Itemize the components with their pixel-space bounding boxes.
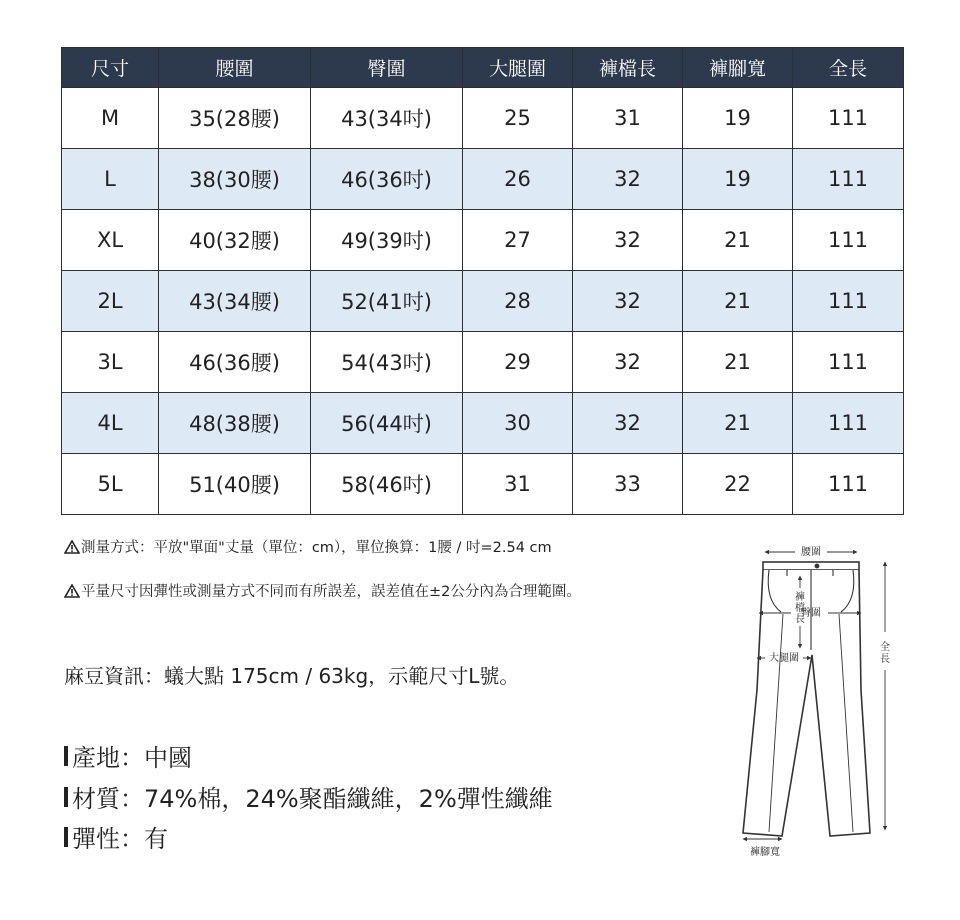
table-cell: 51(40腰): [159, 454, 311, 515]
table-cell: 28: [463, 271, 573, 332]
table-cell: 32: [573, 332, 683, 393]
waist-label: 腰圍: [801, 547, 821, 558]
table-cell: 52(41吋): [311, 271, 463, 332]
header-size: 尺寸: [62, 48, 159, 88]
rise-label-2: 檔: [795, 603, 805, 614]
spec-material: [64, 779, 553, 814]
table-cell: 21: [683, 271, 793, 332]
table-cell: 54(43吋): [311, 332, 463, 393]
bullet-bar: [64, 787, 68, 807]
header-length: 全長: [793, 48, 904, 88]
table-row: [62, 271, 904, 332]
table-cell: 46(36腰): [159, 332, 311, 393]
warning-icon: [64, 584, 80, 598]
table-cell: 19: [683, 149, 793, 210]
table-cell: 32: [573, 210, 683, 271]
table-row: [62, 393, 904, 454]
measure-note: [64, 536, 552, 557]
hem-label: 褲腳寬: [750, 847, 780, 858]
table-cell: 5L: [62, 454, 159, 515]
hip-label: 臀圍: [801, 608, 821, 619]
table-cell: 3L: [62, 332, 159, 393]
table-cell: 35(28腰): [159, 88, 311, 149]
table-row: [62, 454, 904, 515]
table-cell: 56(44吋): [311, 393, 463, 454]
table-cell: 32: [573, 149, 683, 210]
table-cell: 26: [463, 149, 573, 210]
table-cell: L: [62, 149, 159, 210]
table-cell: 111: [793, 88, 904, 149]
table-cell: 2L: [62, 271, 159, 332]
table-row: [62, 210, 904, 271]
table-cell: 48(38腰): [159, 393, 311, 454]
table-cell: 43(34吋): [311, 88, 463, 149]
bullet-bar: [64, 746, 68, 766]
rise-label-1: 褲: [795, 592, 805, 603]
thigh-label: 大腿圍: [769, 653, 799, 664]
model-info: 麻豆資訊：蟻大點 175cm / 63kg，示範尺寸L號。: [64, 664, 520, 688]
spec-material-text: 材質：74%棉，24%聚酯纖維，2%彈性纖維: [72, 785, 553, 813]
table-cell: 33: [573, 454, 683, 515]
table-cell: M: [62, 88, 159, 149]
table-cell: 38(30腰): [159, 149, 311, 210]
table-cell: 31: [463, 454, 573, 515]
spec-origin: [64, 738, 192, 773]
bullet-bar: [64, 827, 68, 847]
table-cell: 32: [573, 393, 683, 454]
table-cell: 30: [463, 393, 573, 454]
table-cell: 46(36吋): [311, 149, 463, 210]
header-waist: 腰圍: [159, 48, 311, 88]
table-cell: 111: [793, 210, 904, 271]
spec-elasticity: [64, 819, 168, 854]
table-cell: XL: [62, 210, 159, 271]
rise-label-3: 長: [795, 614, 805, 625]
spec-origin-text: 產地：中國: [72, 744, 192, 772]
table-cell: 29: [463, 332, 573, 393]
measure-note-text: 測量方式：平放"單面"丈量（單位：cm），單位換算：1腰 / 吋=2.54 cm: [81, 540, 552, 556]
tolerance-note-text: 平量尺寸因彈性或測量方式不同而有所誤差，誤差值在±2公分內為合理範圍。: [81, 584, 581, 600]
table-cell: 27: [463, 210, 573, 271]
spec-elasticity-text: 彈性：有: [72, 825, 168, 853]
table-header-row: [62, 48, 904, 88]
table-cell: 111: [793, 332, 904, 393]
table-cell: 22: [683, 454, 793, 515]
table-cell: 21: [683, 210, 793, 271]
pants-measurement-diagram: [735, 540, 905, 860]
table-cell: 21: [683, 332, 793, 393]
table-cell: 25: [463, 88, 573, 149]
table-row: [62, 332, 904, 393]
table-row: [62, 88, 904, 149]
header-rise: 褲檔長: [573, 48, 683, 88]
header-hip: 臀圍: [311, 48, 463, 88]
pants-icon: [743, 562, 870, 836]
table-cell: 111: [793, 454, 904, 515]
table-cell: 32: [573, 271, 683, 332]
size-chart-table: [61, 47, 904, 515]
header-thigh: 大腿圍: [463, 48, 573, 88]
table-cell: 31: [573, 88, 683, 149]
table-cell: 4L: [62, 393, 159, 454]
length-label-1: 全: [880, 642, 890, 653]
tolerance-note: [64, 580, 581, 601]
warning-icon: [64, 540, 80, 554]
table-cell: 111: [793, 271, 904, 332]
table-cell: 111: [793, 149, 904, 210]
table-cell: 40(32腰): [159, 210, 311, 271]
table-cell: 58(46吋): [311, 454, 463, 515]
table-cell: 19: [683, 88, 793, 149]
length-label-2: 長: [880, 654, 890, 665]
header-hem: 褲腳寬: [683, 48, 793, 88]
table-cell: 21: [683, 393, 793, 454]
table-cell: 43(34腰): [159, 271, 311, 332]
table-row: [62, 149, 904, 210]
table-cell: 111: [793, 393, 904, 454]
table-cell: 49(39吋): [311, 210, 463, 271]
